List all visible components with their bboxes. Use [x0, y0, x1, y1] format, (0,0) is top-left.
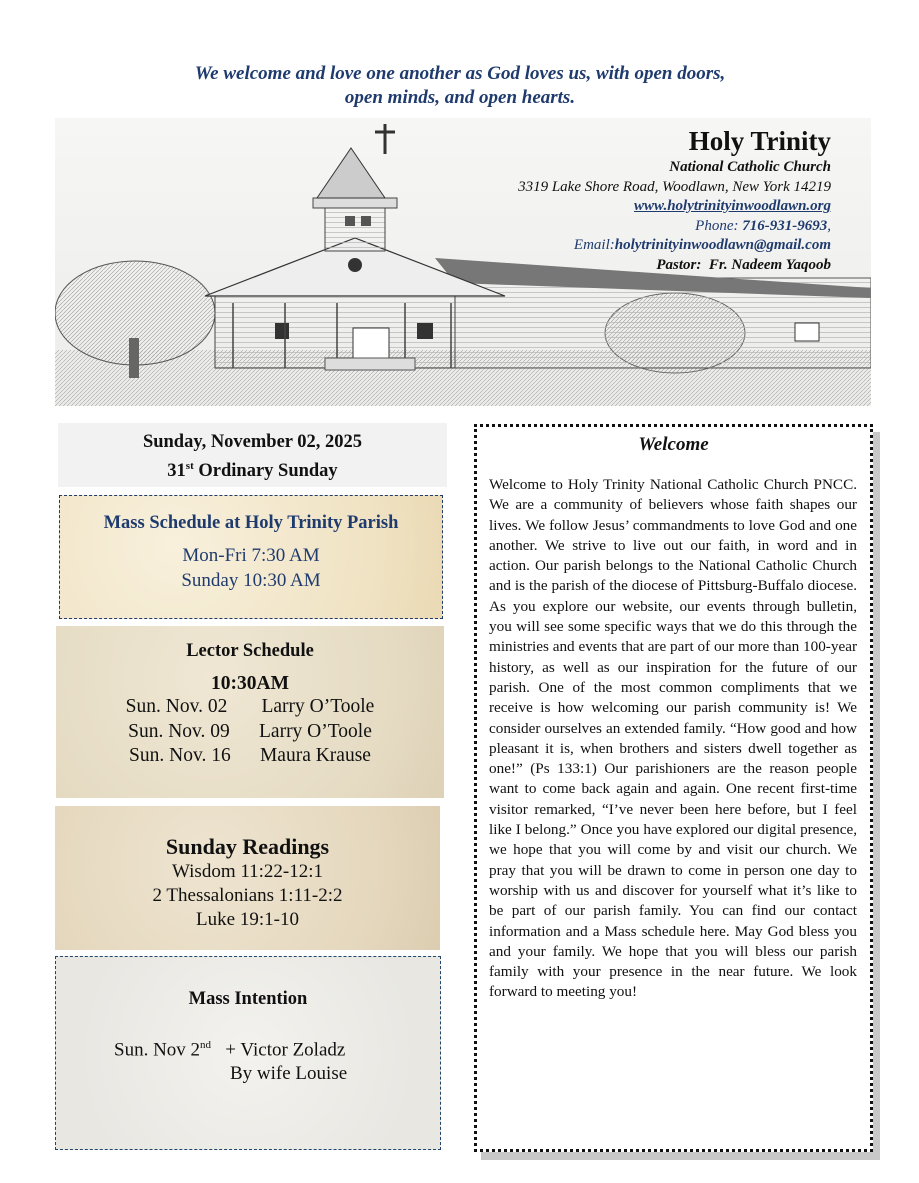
- lector-row: Sun. Nov. 02 Larry O’Toole: [125, 696, 375, 717]
- intention-requested-by: By wife Louise: [230, 1063, 348, 1084]
- pastor-label: Pastor: [656, 256, 697, 273]
- church-banner: [55, 118, 871, 406]
- ordinary-sunday-text: Ordinary Sunday: [193, 461, 338, 482]
- lector-schedule-title: Lector Schedule: [186, 641, 314, 661]
- mass-schedule-box: [59, 495, 443, 619]
- pastor-name: Fr. Nadeem Yaqoob: [708, 256, 831, 273]
- phone-label: Phone:: [695, 217, 743, 234]
- church-subtitle: National Catholic Church: [669, 159, 831, 175]
- intention-line: [114, 1039, 345, 1061]
- reading-item: Wisdom 11:22-12:1: [171, 861, 324, 882]
- intention-date: Sun. Nov 2: [114, 1039, 201, 1061]
- liturgical-sunday: [58, 454, 447, 483]
- lector-row: Sun. Nov. 16 Maura Krause: [129, 745, 371, 766]
- phone-number[interactable]: 716-931-9693: [742, 217, 828, 234]
- tagline: [60, 62, 860, 110]
- email-label: Email:: [573, 237, 615, 253]
- date-box: [58, 423, 447, 487]
- tagline-line-1: We welcome and love one another as God loves us, with open doors,: [194, 63, 726, 84]
- mass-sunday-time: Sunday 10:30 AM: [181, 569, 321, 591]
- welcome-title: Welcome: [638, 434, 709, 455]
- bulletin-date: Sunday, November 02, 2025: [142, 432, 363, 452]
- church-address: 3319 Lake Shore Road, Woodlawn, New York 14219: [518, 178, 831, 195]
- mass-weekday-time: Mon-Fri 7:30 AM: [182, 545, 320, 566]
- intention-name: + Victor Zoladz: [211, 1039, 346, 1061]
- sunday-readings-box: [55, 806, 440, 950]
- lector-schedule-box: [56, 626, 444, 798]
- church-name: Holy Trinity: [688, 126, 831, 156]
- mass-intention-title: Mass Intention: [188, 989, 308, 1009]
- lector-row: Sun. Nov. 09 Larry O’Toole: [128, 720, 372, 742]
- email-address[interactable]: holytrinityinwoodlawn@gmail.com: [614, 237, 831, 253]
- ordinal-number: 31: [167, 461, 186, 482]
- readings-title: Sunday Readings: [165, 834, 330, 859]
- ordinal-suffix: st: [185, 460, 194, 472]
- mass-intention-box: [55, 956, 441, 1150]
- church-contact-info: Holy Trinity National Catholic Church 3319 Lake Shore Road, Woodlawn, New York 14219 www.holytrinityinwoodlawn.org Phone: 716-931-9693, Email:holytrinityinwoodlawn@gmail.com Pastor: Fr. Nadeem Yaqoob: [518, 126, 831, 273]
- welcome-box: [474, 424, 873, 1152]
- church-website-link[interactable]: www.holytrinityinwoodlawn.org: [634, 198, 831, 214]
- mass-schedule-title: Mass Schedule at Holy Trinity Parish: [103, 513, 399, 533]
- reading-item: Luke 19:1-10: [196, 909, 299, 930]
- reading-item: 2 Thessalonians 1:11-2:2: [152, 885, 343, 906]
- tagline-line-2: open minds, and open hearts.: [344, 87, 576, 108]
- lector-time: 10:30AM: [211, 673, 289, 694]
- welcome-body: Welcome to Holy Trinity National Catholic Church PNCC. We are a community of believers whose faith shapes our lives. We follow Jesus’ commandments to love God and one another. We strive to live out our faith, in word and in action. Our parish belongs to the National Catholic Church and is the parish of the diocese of Pittsburg-Buffalo diocese. As you explore our website, our events through bulletin, you will see some specific ways that we do this through the ministries and events that are part of our more than 100-year history, as well as our inspiration for the future of our parish. One of the most common compliments that we receive is how welcoming our parish community is! We consider ourselves an extended family. “How good and how pleasant it is, when brothers and sisters dwell together as one!” (Ps 133:1) Our parishioners are the reason people want to come back again and again. One recent first-time visitor remarked, “I’ve never been here before, but I feel like I belong.” Once you have explored our digital presence, we hope that you will come by and visit our church. We pray that you will be drawn to come in person one day to worship with us and discover for yourself what it’s like to be part of our parish family. You can find our contact information and a Mass schedule here. May God bless you and your family. We hope that you will bless our parish family with your presence in the near future. We look forward to meeting you!: [489, 476, 857, 1001]
- intention-date-suffix: nd: [200, 1039, 212, 1051]
